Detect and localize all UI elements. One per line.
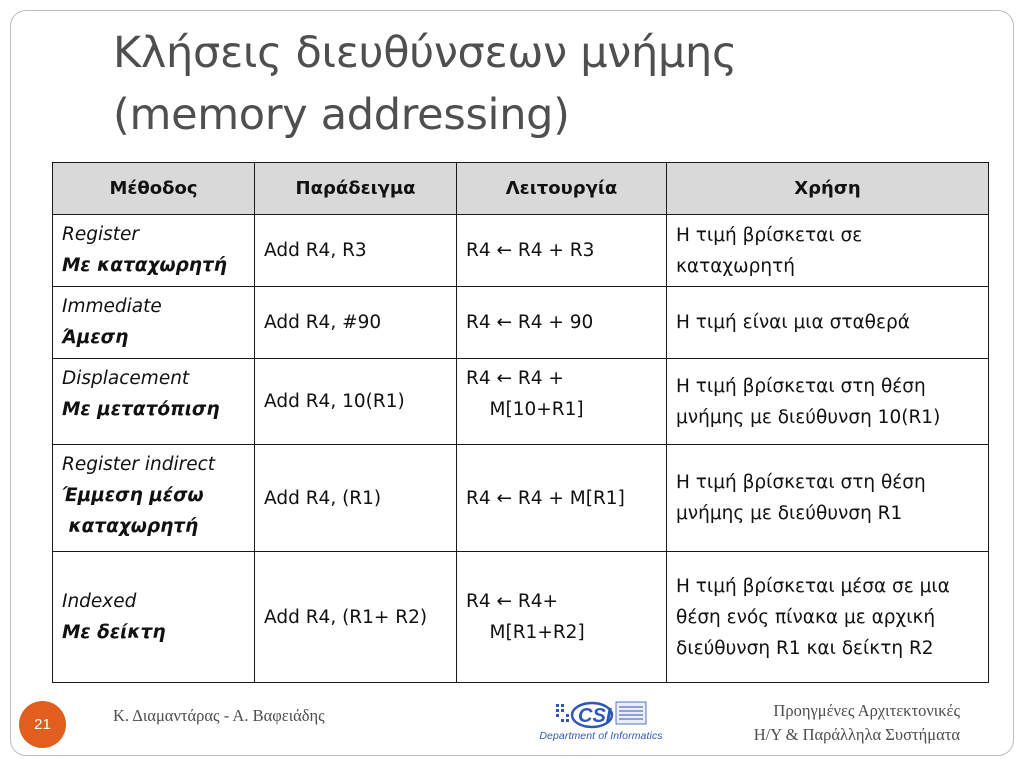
method-greek: Με μετατόπιση (62, 399, 220, 420)
example-cell (255, 552, 457, 683)
slide-title-line-2: (memory addressing) (113, 90, 570, 140)
usage-cell: Η τιμή βρίσκεται σε καταχωρητή (667, 215, 989, 287)
operation-cell (457, 445, 667, 552)
footer-authors: Κ. Διαμαντάρας - Α. Βαφειάδης (113, 706, 325, 725)
method-cell (53, 287, 255, 359)
operation-line: M[R1+R2] (466, 622, 585, 643)
operation-cell (457, 359, 667, 445)
slide-title (113, 22, 993, 146)
method-english: Indexed (62, 591, 137, 612)
method-greek: Με δείκτη (62, 622, 166, 643)
usage-cell: Η τιμή βρίσκεται μέσα σε μια θέση ενός πίνακα με αρχική διεύθυνση R1 και δείκτη R2 (667, 552, 989, 683)
operation-cell (457, 215, 667, 287)
example-text: Add R4, #90 (264, 312, 382, 333)
operation-cell (457, 287, 667, 359)
method-english: Displacement (62, 368, 190, 389)
slide-title-line-1: Κλήσεις διευθύνσεων μνήμης (113, 28, 737, 78)
svg-text:CSI: CSI (578, 705, 612, 727)
example-cell (255, 215, 457, 287)
example-cell (255, 445, 457, 552)
footer-course-line-2: Η/Υ & Παράλληλα Συστήματα (753, 725, 960, 744)
method-cell (53, 215, 255, 287)
example-cell (255, 359, 457, 445)
header-example: Παράδειγμα (255, 163, 457, 215)
table-row (53, 359, 989, 445)
method-cell (53, 445, 255, 552)
method-english: Immediate (62, 296, 162, 317)
usage-cell: Η τιμή είναι μια σταθερά (667, 287, 989, 359)
method-greek: Με καταχωρητή (62, 255, 227, 276)
method-english: Register (62, 224, 139, 245)
method-cell (53, 552, 255, 683)
table-header-row (53, 163, 989, 215)
example-cell (255, 287, 457, 359)
method-english: Register indirect (62, 454, 216, 475)
table-row (53, 445, 989, 552)
header-method: Μέθοδος (53, 163, 255, 215)
header-operation: Λειτουργία (457, 163, 667, 215)
operation-line: R4 ← R4 + (466, 368, 564, 389)
operation-line: R4 ← R4 + R3 (466, 240, 595, 261)
department-logo-icon (552, 698, 650, 730)
logo-text: Department of Informatics (539, 730, 663, 742)
department-of-informatics-logo (524, 696, 678, 748)
example-text: Add R4, 10(R1) (264, 391, 405, 412)
footer-course-title (754, 699, 960, 747)
table-row (53, 552, 989, 683)
operation-cell (457, 552, 667, 683)
example-text: Add R4, (R1) (264, 487, 382, 509)
table-row (53, 215, 989, 287)
operation-line: R4 ← R4 + M[R1] (466, 487, 625, 509)
page-number-badge: 21 (19, 701, 66, 748)
operation-line: R4 ← R4+ (466, 591, 559, 612)
method-cell (53, 359, 255, 445)
operation-line: M[10+R1] (466, 399, 584, 420)
example-text: Add R4, (R1+ R2) (264, 606, 428, 628)
method-greek: Έμμεση μέσω καταχωρητή (62, 485, 204, 537)
usage-cell: Η τιμή βρίσκεται στη θέση μνήμης με διεύθυνση R1 (667, 445, 989, 552)
example-text: Add R4, R3 (264, 240, 367, 261)
method-greek: Άμεση (62, 327, 129, 348)
table-row (53, 287, 989, 359)
footer-course-line-1: Προηγμένες Αρχιτεκτονικές (773, 701, 960, 720)
addressing-modes-table (52, 162, 989, 683)
header-usage: Χρήση (667, 163, 989, 215)
operation-line: R4 ← R4 + 90 (466, 312, 594, 333)
usage-cell: Η τιμή βρίσκεται στη θέση μνήμης με διεύθυνση 10(R1) (667, 359, 989, 445)
